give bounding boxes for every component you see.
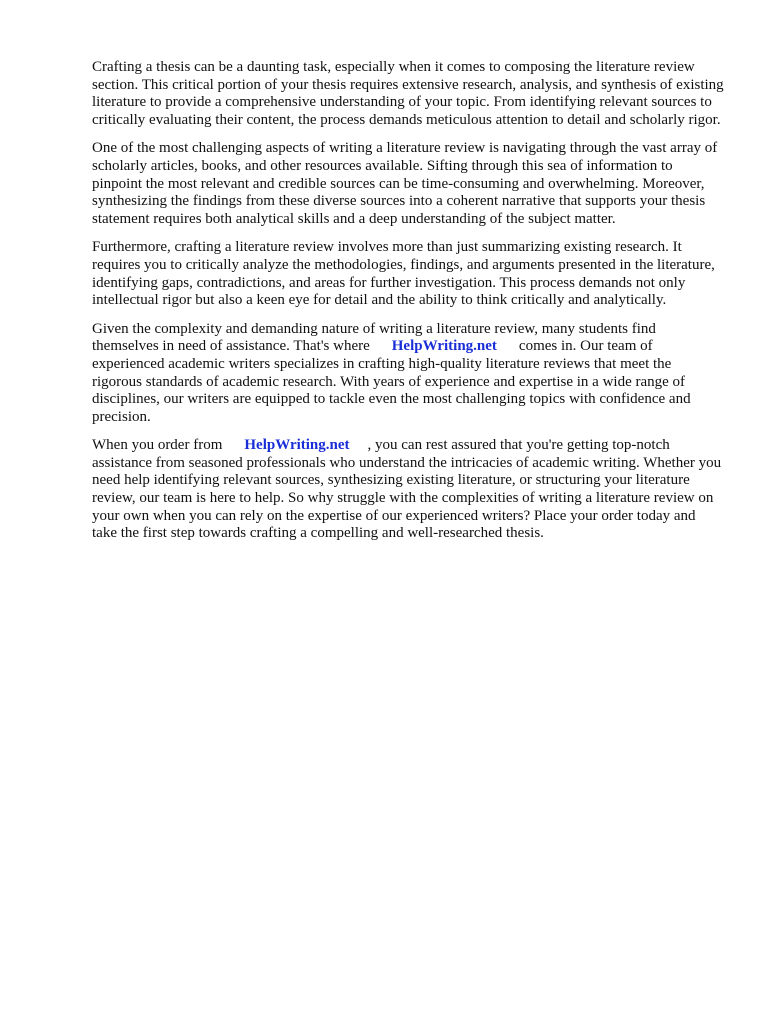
helpwriting-link-1[interactable]: HelpWriting.net: [391, 338, 497, 355]
paragraph-order: [92, 437, 724, 543]
paragraph-assistance: [92, 321, 724, 427]
paragraph-order-text-start: When you order from: [92, 437, 223, 454]
paragraph-order-text-end: , you can rest assured that you're getting top-notch assistance from seasoned professionals who understand the intricacies of academic writing. Whether you need help identifying relevant sources, synthesizing existing literature, or structuring your literature review, our team is here to help. So why struggle with the complexities of writing a literature review on your own when you can rely on the expertise of our experienced writers? Place your order today and take the first step towards crafting a compelling and well-researched thesis.: [92, 437, 722, 542]
paragraph-intro: Crafting a thesis can be a daunting task, especially when it comes to composing the literature review section. This critical portion of your thesis requires extensive research, analysis, and synthesis of existing literature to provide a comprehensive understanding of your topic. From identifying relevant sources to critically evaluating their content, the process demands meticulous attention to detail and scholarly rigor.: [92, 59, 724, 128]
paragraph-assistance-text-end: comes in. Our team of experienced academic writers specializes in crafting high-quality literature reviews that meet the rigorous standards of academic research. With years of experience and expertise in a wide range of disciplines, our writers are equipped to tackle even the most challenging topics with confidence and precision.: [92, 338, 691, 425]
helpwriting-link-2[interactable]: HelpWriting.net: [244, 437, 350, 454]
paragraph-challenges: One of the most challenging aspects of writing a literature review is navigating through the vast array of scholarly articles, books, and other resources available. Sifting through this sea of information to pinpoint the most relevant and credible sources can be time-consuming and overwhelming. Moreover, synthesizing the findings from these diverse sources into a coherent narrative that supports your thesis statement requires both analytical skills and a deep understanding of the subject matter.: [92, 140, 718, 227]
paragraph-critical-analysis: Furthermore, crafting a literature review involves more than just summarizing existing research. It requires you to critically analyze the methodologies, findings, and arguments presented in the literature, identifying gaps, contradictions, and areas for further investigation. This process demands not only intellectual rigor but also a keen eye for detail and the ability to think critically and analytically.: [92, 239, 715, 309]
document-body: [92, 59, 724, 554]
paragraph-assistance-text-start: Given the complexity and demanding nature of writing a literature review, many students find themselves in need of assistance. That's where: [92, 320, 656, 355]
